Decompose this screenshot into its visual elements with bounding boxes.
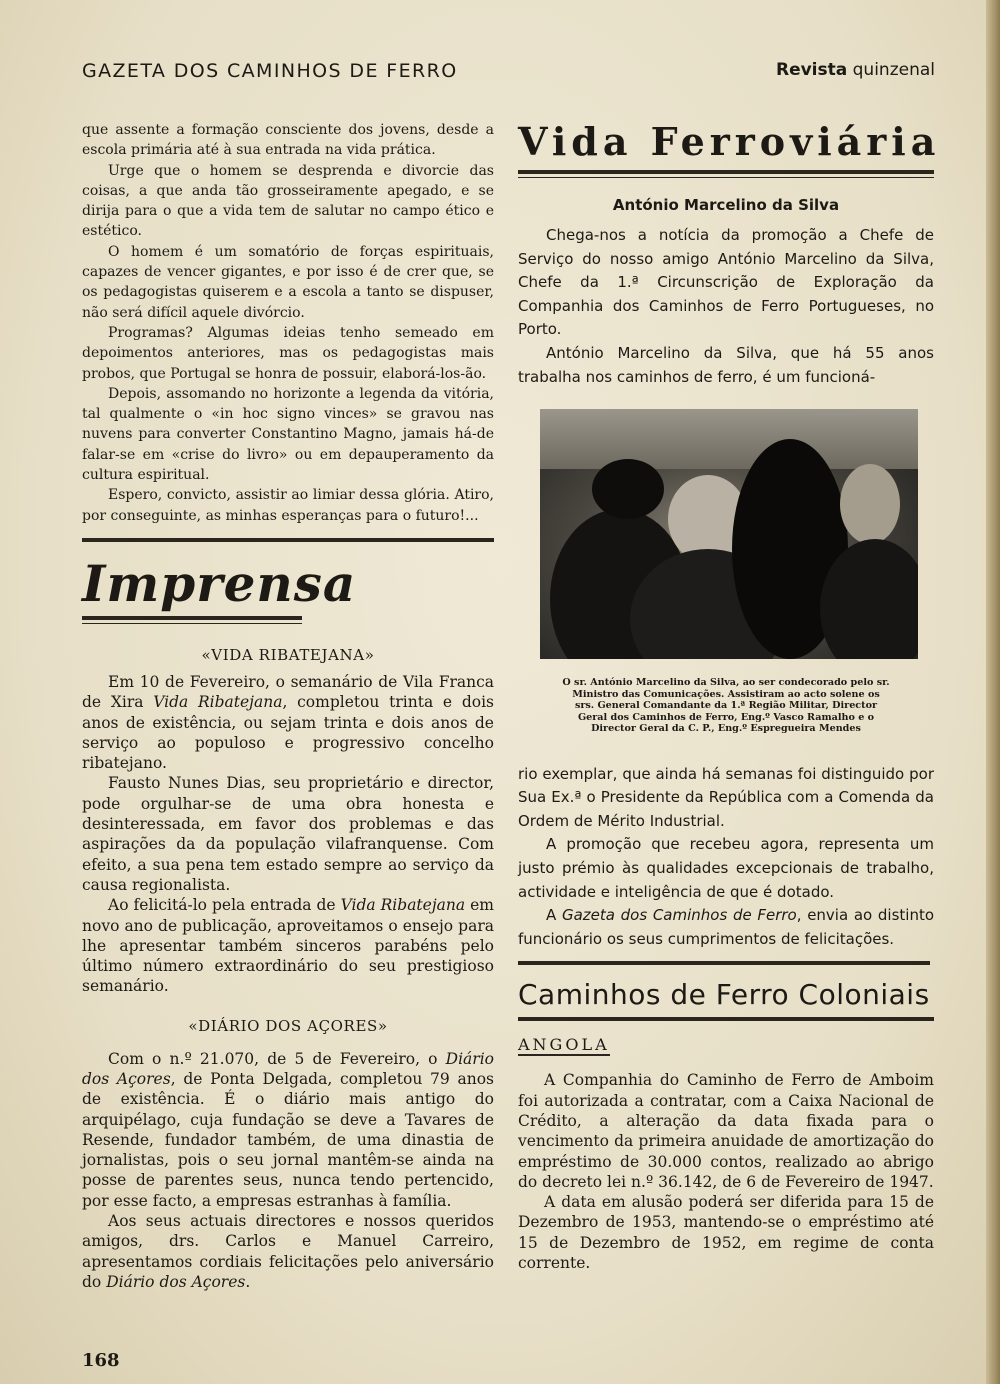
angola-p2: A data em alusão poderá ser diferida para 15 de Dezembro de 1953, mantendo-se o empréstimo até 15 de Dezembro de 1952, em regime de conta corrente. — [518, 1193, 934, 1273]
article-continuation-p3: O homem é um somatório de forças espirituais, capazes de vencer gigantes, e por isso é de crer que, se os pedagogistas quiserem e a escola a tanto se dispuser, não será difícil aquele divórcio. — [82, 243, 494, 321]
header-quinzenal: quinzenal — [847, 60, 935, 80]
article-continuation-p5: Depois, assomando no horizonte a legenda da vitória, tal qualmente o «in hoc signo vinces» se gravou nas nuvens para converter Constantino Magno, jamais há-de falar-se em «crise do livro» ou em depauperamento da cultura espiritual. — [82, 385, 494, 484]
text-span: Ao felicitá-lo pela entrada de — [108, 896, 341, 915]
text-span: A — [546, 906, 562, 925]
text-span: Em 10 de Fevereiro, o semanário de Vila Franca de Xira — [82, 672, 494, 712]
publication-name: Diário dos Açores — [106, 1272, 246, 1291]
vida-ferroviaria-title: Vida Ferroviária — [518, 119, 941, 164]
vida-p4: A promoção que recebeu agora, representa um justo prémio às qualidades excepcionais de trabalho, actividade e inteligência de que é dotado. — [518, 835, 934, 901]
running-header-title: GAZETA DOS CAMINHOS DE FERRO — [82, 60, 458, 82]
text-span: Aos seus actuais directores e nossos queridos amigos, drs. Carlos e Manuel Carreiro, apresentamos cordiais felicitações pelo aniversário do — [82, 1212, 494, 1291]
page-number: 168 — [82, 1350, 120, 1371]
vida-p5 — [518, 904, 934, 951]
article-continuation-p1: que assente a formação consciente dos jovens, desde a escola primária até à sua entrada na vida prática. — [82, 122, 494, 159]
text-span: Com o n.º 21.070, de 5 de Fevereiro, o — [108, 1049, 446, 1068]
vida-p3: rio exemplar, que ainda há semanas foi distinguido por Sua Ex.ª o Presidente da República com a Comenda da Ordem de Mérito Industrial. — [518, 764, 934, 830]
angola-heading: ANGOLA — [518, 1035, 610, 1055]
publication-name: Gazeta dos Caminhos de Ferro — [561, 906, 797, 925]
photo-caption: O sr. António Marcelino da Silva, ao ser condecorado pelo sr. Ministro das Comunicações. Assistiram ao acto solene os srs. General Comandante da 1.ª Região Militar, Director Geral dos Caminhos de Ferro, Eng.º Vasco Ramalho e o Director Geral da C. P., Eng.º Espregueira Mendes — [562, 677, 890, 735]
diario-acores-heading: «DIÁRIO DOS AÇORES» — [188, 1016, 388, 1035]
running-header-subtitle — [776, 60, 935, 80]
publication-name: Vida Ribatejana — [340, 896, 466, 915]
imprensa-heading — [82, 553, 357, 624]
imprensa-underline-thin — [82, 623, 302, 624]
angola-p1: A Companhia do Caminho de Ferro de Amboim foi autorizada a contratar, com a Caixa Nacional de Crédito, a alteração da data fixada para o vencimento da primeira anuidade de amortização do empréstimo de 30.000 contos, realizado ao abrigo do decreto lei n.º 36.142, de 6 de Fevereiro de 1947. — [518, 1071, 934, 1191]
binding-edge — [986, 0, 1000, 1384]
publication-name: Diário dos Açores — [82, 1049, 494, 1088]
article-subhead: António Marcelino da Silva — [612, 196, 840, 214]
caminhos-coloniais-title: Caminhos de Ferro Coloniais — [518, 978, 930, 1012]
angola-heading-wrap — [518, 1035, 934, 1056]
diario-acores-p2 — [82, 1211, 494, 1292]
title-rule-thin — [518, 177, 934, 178]
imprensa-underline — [82, 616, 302, 620]
caminhos-underline — [518, 1017, 934, 1021]
imprensa-title: Imprensa — [82, 553, 357, 613]
vida-ribatejana-p2: Fausto Nunes Dias, seu proprietário e director, pode orgulhar-se de uma obra honesta e desinteressada, em favor dos problemas e das aspirações da da população vilafranquense. Com efeito, a sua pena tem estado sempre ao serviço da causa regionalista. — [82, 774, 494, 894]
text-span: , completou trinta e dois anos de existência, ou sejam trinta e dois anos de serviço ao populoso e progressivo concelho ribatejano. — [82, 693, 495, 773]
article-continuation-p2: Urge que o homem se desprenda e divorcie das coisas, a que anda tão grosseiramente apegado, e se dirija para o que a vida tem de salutar no campo ético e estético. — [82, 162, 494, 240]
diario-acores-p1 — [82, 1049, 494, 1211]
right-column — [518, 119, 941, 1273]
header-revista: Revista — [775, 60, 848, 80]
photo-figures — [540, 409, 918, 659]
section-divider — [518, 961, 930, 965]
vida-p1: Chega-nos a notícia da promoção a Chefe de Serviço do nosso amigo António Marcelino da Silva, Chefe da 1.ª Circunscrição de Exploração da Companhia dos Caminhos de Ferro Portugueses, no Porto. — [518, 226, 934, 339]
text-span: . — [245, 1272, 251, 1291]
vida-ribatejana-heading: «VIDA RIBATEJANA» — [201, 645, 375, 664]
ceremony-photo — [540, 409, 918, 659]
text-span: , de Ponta Delgada, completou 79 anos de existência. É o diário mais antigo do arquipélago, cuja fundação se deve a Tavares de Resende, fundador também, de uma dinastia de jornalistas, pois o seu jornal mantêm-se ainda na posse de parentes seus, nunca tendo pertencido, por esse facto, a empresas estranhas à família. — [82, 1069, 494, 1210]
section-divider — [82, 538, 494, 542]
publication-name: Vida Ribatejana — [153, 693, 283, 712]
vida-ribatejana-p3 — [82, 895, 494, 996]
vida-ribatejana-p1 — [82, 672, 494, 773]
article-continuation-p4: Programas? Algumas ideias tenho semeado em depoimentos anteriores, mas os pedagogistas mais probos, que Portugal se honra de possuir, elaborá-los-ão. — [82, 324, 494, 382]
left-column — [82, 120, 494, 1292]
vida-p2: António Marcelino da Silva, que há 55 anos trabalha nos caminhos de ferro, é um funcioná- — [518, 343, 934, 386]
text-span: em novo ano de publicação, aproveitamos o ensejo para lhe apresentar também sinceros parabéns pelo último número extraordinário do seu prestigioso semanário. — [82, 896, 494, 996]
title-rule-thick — [518, 170, 934, 174]
article-continuation-p6: Espero, convicto, assistir ao limiar dessa glória. Atiro, por conseguinte, as minhas esperanças para o futuro!... — [82, 487, 494, 524]
text-span: , envia ao distinto funcionário os seus cumprimentos de felicitações. — [518, 906, 935, 948]
